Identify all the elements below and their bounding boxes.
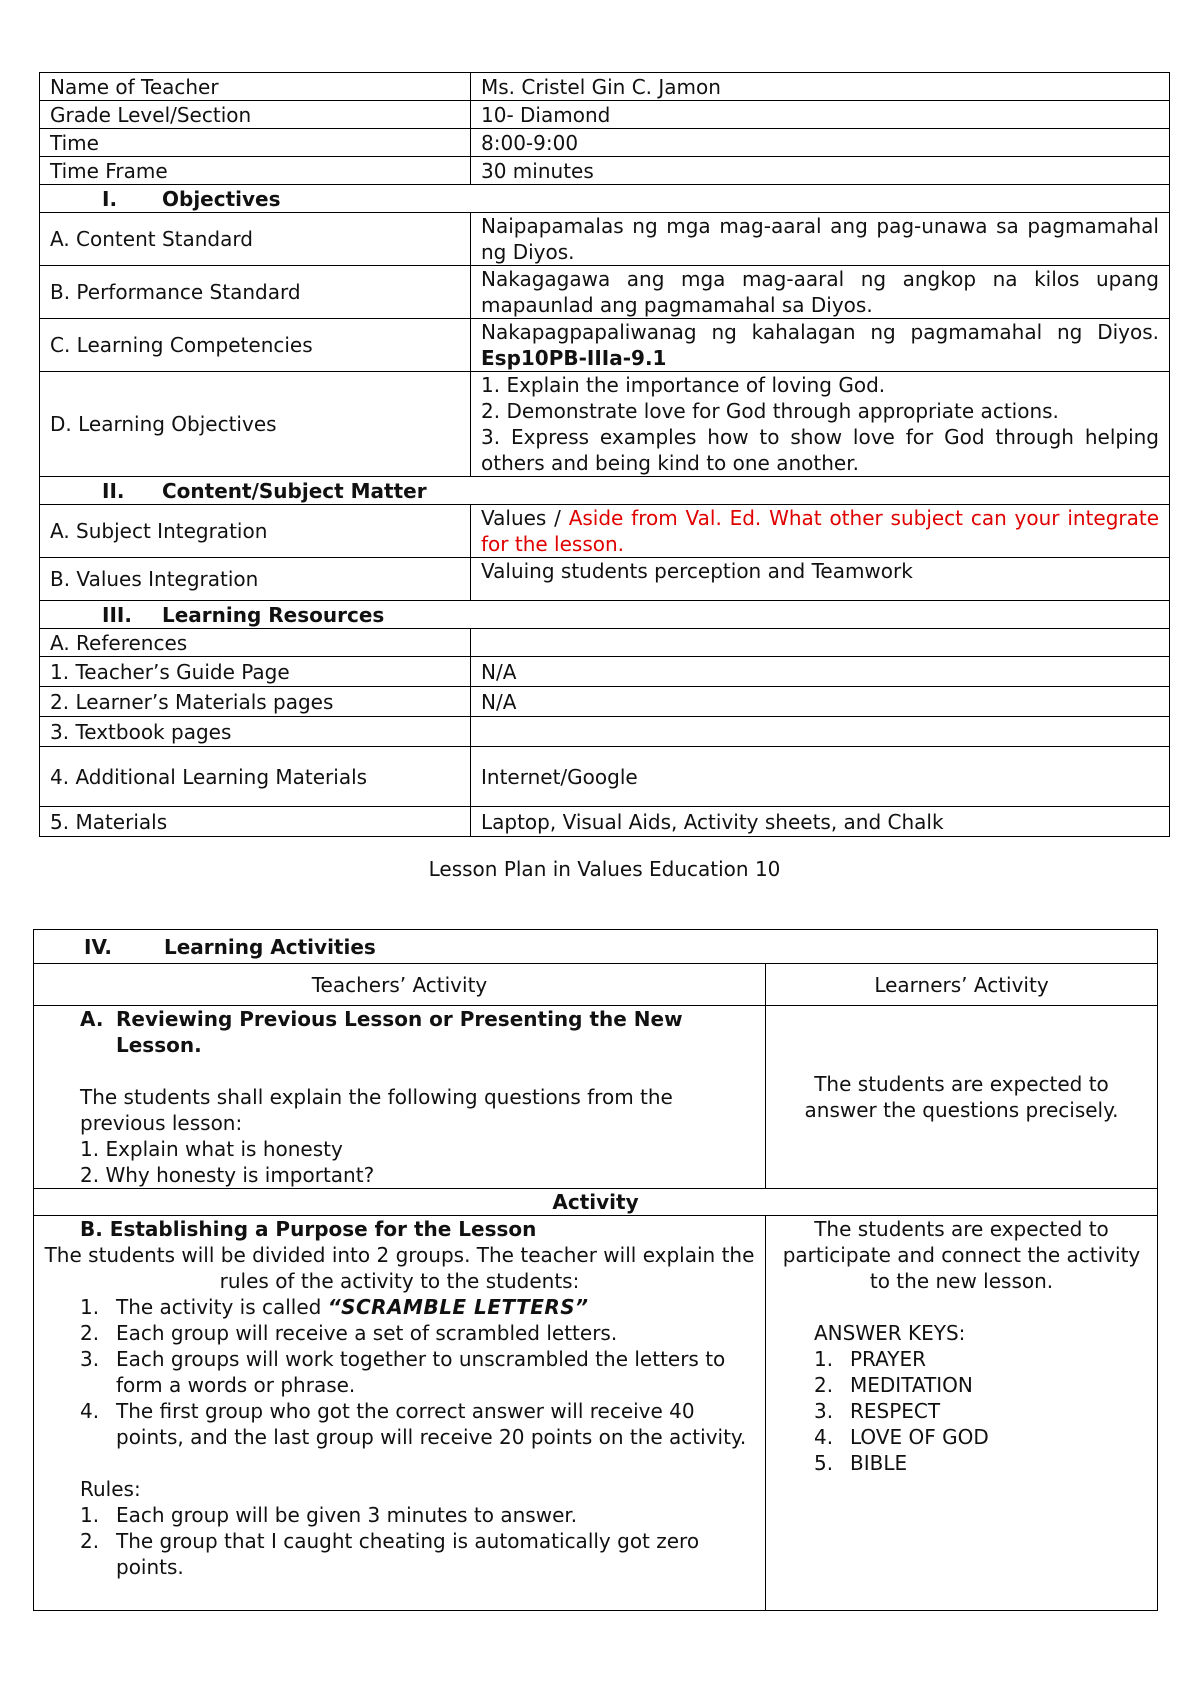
answer-key-item	[814, 1372, 1147, 1398]
heading-letter: A.	[80, 1007, 104, 1031]
resource-value: Laptop, Visual Aids, Activity sheets, and Chalk	[471, 807, 1170, 837]
item-number: 2.	[814, 1373, 834, 1397]
section-title: Learning Activities	[164, 934, 376, 959]
item-text: The group that I caught cheating is automatically got zero points.	[116, 1529, 700, 1579]
teachers-activity-header: Teachers’ Activity	[34, 964, 766, 1006]
activity-label: Activity	[34, 1189, 1158, 1216]
section-number: IV.	[84, 934, 112, 959]
purpose-learners-cell	[766, 1216, 1158, 1611]
purpose-item	[80, 1294, 755, 1320]
item-text: MEDITATION	[850, 1373, 973, 1397]
item-number: 3.	[80, 1347, 100, 1371]
section-content-header	[40, 477, 1170, 505]
item-number: 2.	[80, 1321, 100, 1345]
rules-label: Rules:	[80, 1477, 141, 1501]
resource-value: N/A	[471, 687, 1170, 717]
purpose-heading: B. Establishing a Purpose for the Lesson	[80, 1217, 537, 1241]
section-objectives-header	[40, 185, 1170, 213]
values-integration-label: B. Values Integration	[40, 558, 471, 601]
learning-objectives-label: D. Learning Objectives	[40, 372, 471, 477]
item-number: 4.	[814, 1425, 834, 1449]
item-text: Each group will receive a set of scrambled letters.	[116, 1321, 618, 1345]
review-heading	[80, 1006, 755, 1058]
purpose-intro: The students will be divided into 2 groups. The teacher will explain the rules of the activity to the students:	[44, 1243, 755, 1293]
info-label: Name of Teacher	[40, 73, 471, 101]
item-number: 5.	[814, 1451, 834, 1475]
item-text: Each group will be given 3 minutes to answer.	[116, 1503, 578, 1527]
performance-standard-label: B. Performance Standard	[40, 266, 471, 319]
resource-value: N/A	[471, 657, 1170, 687]
info-value: 10- Diamond	[471, 101, 1170, 129]
review-intro: The students shall explain the following questions from the previous lesson:	[80, 1085, 673, 1135]
competency-code: Esp10PB-IIIa-9.1	[481, 346, 667, 370]
competencies-text: Nakapagpapaliwanag ng kahalagan ng pagmamahal ng Diyos.	[481, 320, 1159, 344]
competencies-label: C. Learning Competencies	[40, 319, 471, 372]
item-text: LOVE OF GOD	[850, 1425, 989, 1449]
answer-key-item	[814, 1346, 1147, 1372]
item-number: 4.	[80, 1399, 100, 1423]
section-number: II.	[102, 478, 125, 503]
purpose-teacher-cell	[34, 1216, 766, 1611]
heading-text: Reviewing Previous Lesson or Presenting the New Lesson.	[116, 1007, 683, 1057]
item-text: PRAYER	[850, 1347, 927, 1371]
section-title: Objectives	[162, 186, 281, 211]
page-caption: Lesson Plan in Values Education 10	[428, 857, 781, 881]
info-label: Time	[40, 129, 471, 157]
subject-integration-text: Values /	[481, 506, 561, 530]
subject-integration-note: Aside from Val. Ed. What other subject can your integrate for the lesson.	[481, 506, 1160, 556]
rule-item	[80, 1502, 755, 1528]
section-resources-header	[40, 601, 1170, 629]
learning-objectives-list	[471, 372, 1170, 477]
content-standard-label: A. Content Standard	[40, 213, 471, 266]
section-title: Content/Subject Matter	[162, 478, 427, 503]
resource-value: Internet/Google	[471, 747, 1170, 807]
resource-label: 3. Textbook pages	[40, 717, 471, 747]
resource-value	[471, 629, 1170, 657]
info-value: 8:00-9:00	[471, 129, 1170, 157]
objective-item: 2. Demonstrate love for God through appropriate actions.	[481, 399, 1059, 423]
section-activities-header	[34, 930, 1158, 964]
lesson-info-table	[39, 72, 1170, 837]
resource-label: 1. Teacher’s Guide Page	[40, 657, 471, 687]
item-number: 3.	[814, 1399, 834, 1423]
objective-item: 3. Express examples how to show love for God through helping others and being kind to one another.	[481, 425, 1159, 475]
info-label: Grade Level/Section	[40, 101, 471, 129]
purpose-learners-text: The students are expected to participate and connect the activity to the new lesson.	[782, 1217, 1141, 1293]
subject-integration-value	[471, 505, 1170, 558]
answer-key-item	[814, 1450, 1147, 1476]
review-learners-cell: The students are expected to answer the questions precisely.	[766, 1006, 1158, 1189]
resource-label: 2. Learner’s Materials pages	[40, 687, 471, 717]
item-text: The activity is called	[116, 1295, 322, 1319]
resource-label: 4. Additional Learning Materials	[40, 747, 471, 807]
info-value: Ms. Cristel Gin C. Jamon	[471, 73, 1170, 101]
item-number: 1.	[80, 1503, 100, 1527]
item-number: 2.	[80, 1529, 100, 1553]
review-item: 1. Explain what is honesty	[80, 1137, 343, 1161]
purpose-item	[80, 1320, 755, 1346]
review-item: 2. Why honesty is important?	[80, 1163, 375, 1187]
info-value: 30 minutes	[471, 157, 1170, 185]
resource-label: 5. Materials	[40, 807, 471, 837]
purpose-item	[80, 1346, 755, 1398]
item-text: BIBLE	[850, 1451, 908, 1475]
learning-activities-table	[33, 929, 1158, 1611]
section-number: I.	[102, 186, 118, 211]
section-number: III.	[102, 602, 132, 627]
purpose-item	[80, 1398, 755, 1450]
answer-key-item	[814, 1398, 1147, 1424]
answer-key-item	[814, 1424, 1147, 1450]
competencies-value	[471, 319, 1170, 372]
section-title: Learning Resources	[162, 602, 385, 627]
answer-keys-label: ANSWER KEYS:	[814, 1321, 966, 1345]
performance-standard-value: Nakagagawa ang mga mag-aaral ng angkop na kilos upang mapaunlad ang pagmamahal sa Diyos.	[471, 266, 1170, 319]
item-number: 1.	[814, 1347, 834, 1371]
resource-label: A. References	[40, 629, 471, 657]
objective-item: 1. Explain the importance of loving God.	[481, 373, 886, 397]
content-standard-value: Naipapamalas ng mga mag-aaral ang pag-unawa sa pagmamahal ng Diyos.	[471, 213, 1170, 266]
item-text: RESPECT	[850, 1399, 941, 1423]
info-label: Time Frame	[40, 157, 471, 185]
item-number: 1.	[80, 1295, 100, 1319]
subject-integration-label: A. Subject Integration	[40, 505, 471, 558]
item-text: The first group who got the correct answer will receive 40 points, and the last group will receive 20 points on the activity.	[116, 1399, 747, 1449]
review-teacher-cell	[34, 1006, 766, 1189]
values-integration-value: Valuing students perception and Teamwork	[471, 558, 1170, 601]
learners-activity-header: Learners’ Activity	[766, 964, 1158, 1006]
item-text: Each groups will work together to unscrambled the letters to form a words or phrase.	[116, 1347, 726, 1397]
resource-value	[471, 717, 1170, 747]
activity-name: “SCRAMBLE LETTERS”	[327, 1295, 589, 1319]
rule-item	[80, 1528, 755, 1580]
